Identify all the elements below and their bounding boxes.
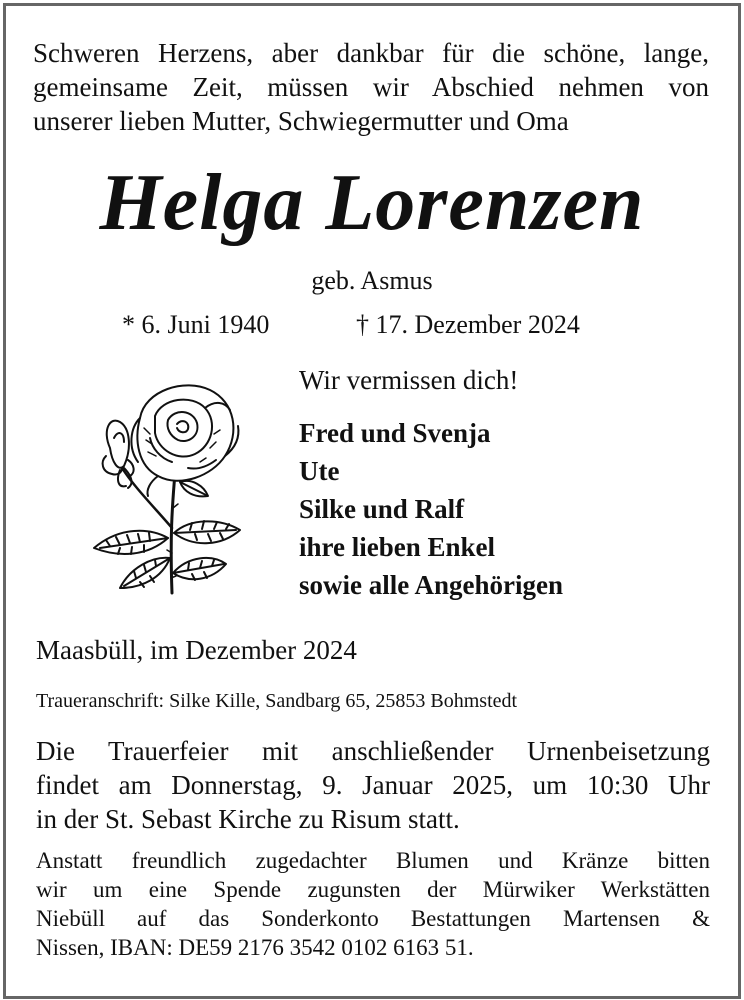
mourner-entry: Ute [299,456,340,486]
ceremony-info [36,734,710,836]
mourner-entry: sowie alle Angehörigen [299,570,563,600]
deceased-name: Helga Lorenzen [99,159,645,247]
ceremony-line: Die Trauerfeier mit anschließender Urnenbeisetzung [36,736,710,766]
intro-line: Schweren Herzens, aber dankbar für die schöne, lange, [33,38,709,68]
ceremony-line: findet am Donnerstag, 9. Januar 2025, um 10:30 Uhr [36,770,710,800]
mourners-list [299,414,563,604]
mourner-entry: ihre lieben Enkel [299,532,496,562]
intro-text [33,36,709,138]
rose-illustration [80,378,255,600]
donation-line: Anstatt freundlich zugedachter Blumen und Kränze bitten [36,848,710,873]
donation-line: Nissen, IBAN: DE59 2176 3542 0102 6163 51. [36,935,474,960]
birth-name: geb. Asmus [311,266,433,295]
intro-line: gemeinsame Zeit, müssen wir Abschied nehmen von [33,72,709,102]
ceremony-line: in der St. Sebast Kirche zu Risum statt. [36,804,460,834]
place-date: Maasbüll, im Dezember 2024 [36,635,357,665]
birth-date: * 6. Juni 1940 [122,310,270,339]
closing-phrase: Wir vermissen dich! [299,365,519,395]
mourner-entry: Fred und Svenja [299,418,491,448]
mourner-entry: Silke und Ralf [299,494,465,524]
death-date: † 17. Dezember 2024 [356,310,580,339]
mourning-address: Traueranschrift: Silke Kille, Sandbarg 65, 25853 Bohmstedt [36,690,518,712]
donation-line: Niebüll auf das Sonderkonto Bestattungen Martensen & [36,906,710,931]
intro-line: unserer lieben Mutter, Schwiegermutter und Oma [33,106,569,136]
donation-info [36,846,710,962]
donation-line: wir um eine Spende zugunsten der Mürwiker Werkstätten [36,877,710,902]
